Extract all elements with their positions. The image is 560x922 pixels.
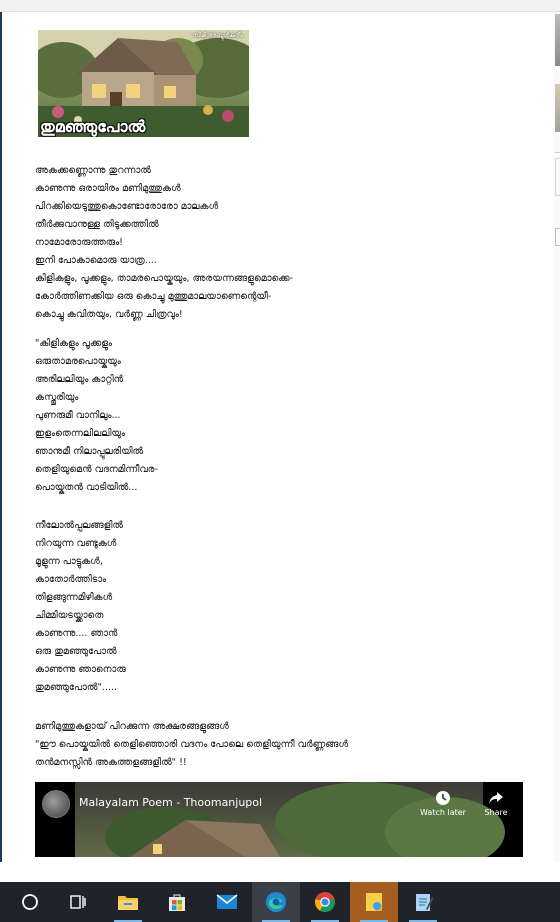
start-button[interactable] xyxy=(6,882,54,922)
poem-line: പിറക്കിയെടുത്തുകൊണ്ടോരോരോ മാലകൾ xyxy=(35,201,219,212)
task-view-button[interactable] xyxy=(54,882,102,922)
share-button[interactable] xyxy=(481,790,511,817)
hero-title: തുമഞ്ഞുപോൽ xyxy=(40,117,146,136)
sidebar-strip xyxy=(553,12,560,862)
poem-line: ഒരു തുമഞ്ഞുപോൽ xyxy=(35,646,117,657)
poem-line: കൊച്ചു കവിതയും, വർണ്ണ ചിത്രവും! xyxy=(35,309,183,320)
share-arrow-icon xyxy=(488,790,504,806)
poem-line: നിറയുന്ന വണ്ടുകൾ xyxy=(35,538,117,549)
edge-button[interactable] xyxy=(252,882,300,922)
poem-line: ഇളംതെന്നലിലലിയും xyxy=(35,428,126,439)
share-label: Share xyxy=(484,808,508,817)
sidebar-thumbnail[interactable] xyxy=(555,84,560,132)
poem-line: തീർക്കുവാനുള്ള തിടുക്കത്തിൽ xyxy=(35,219,159,230)
sidebar-thumbnail[interactable] xyxy=(555,14,560,66)
chrome-icon xyxy=(314,891,336,913)
poem-line: നീലോൽപ്പലങ്ങളിൽ xyxy=(35,520,124,531)
watch-later-button[interactable] xyxy=(418,790,468,817)
store-bag-icon xyxy=(167,892,187,912)
poem-line: ചിമ്മിയടയ്ക്കാതെ xyxy=(35,610,104,621)
poem-cover-image xyxy=(38,30,249,137)
poem-line: "കിളികളും പൂക്കളും xyxy=(35,338,113,349)
poem-line: തിളങ്ങുന്നമിഴികൾ xyxy=(35,592,113,603)
sidebar-divider xyxy=(555,152,560,153)
folder-icon xyxy=(117,892,139,912)
youtube-embed[interactable] xyxy=(35,782,523,857)
cortana-circle-icon xyxy=(21,893,39,911)
poem-line: നാമോരോരുത്തരും! xyxy=(35,237,123,248)
poem-line: കോർത്തിണക്കിയ ഒരു കൊച്ചു മുത്തുമാലയാണെന്റെയീ- xyxy=(35,291,272,302)
poem-line: തെളിയുമെൻ വദനമിന്നീവര- xyxy=(35,464,158,475)
clock-icon xyxy=(435,790,451,806)
sticky-notes-button[interactable] xyxy=(350,882,398,922)
sidebar-widget xyxy=(555,158,560,196)
poem-line: കാണുന്നു.... ഞാൻ xyxy=(35,628,118,639)
poem-line: പൊയ്കതൻ വാടിയിൽ... xyxy=(35,482,138,493)
edge-icon xyxy=(265,891,287,913)
notepad-button[interactable] xyxy=(399,882,447,922)
poem-line: മണിമുത്തുകളായ് പിറക്കുന്ന അക്ഷരങ്ങളുങ്ങൾ xyxy=(35,721,229,732)
poem-line: ഇനി പോകാമൊരു യാത്ര.... xyxy=(35,255,157,266)
channel-avatar[interactable] xyxy=(42,790,70,818)
mail-button[interactable] xyxy=(203,882,251,922)
file-explorer-button[interactable] xyxy=(104,882,152,922)
poem-line: തുമഞ്ഞുപോൽ"..... xyxy=(35,682,117,693)
notepad-icon xyxy=(412,891,434,913)
video-title[interactable]: Malayalam Poem - Thoomanjupol xyxy=(79,796,263,809)
task-view-icon xyxy=(69,893,87,911)
poem-line: കാണുന്നു ഞാനൊരു xyxy=(35,664,126,675)
poem-line: "ഈ പൊയ്കയിൽ തെളിഞ്ഞൊരി വദനം പോലെ തെളിയുന്നീ വർണ്ണങ്ങൾ xyxy=(35,739,349,750)
poem-line: ഞാനുമീ നിലാപ്പുലരിയിൽ xyxy=(35,446,144,457)
browser-top-bar xyxy=(0,0,560,12)
hero-author-text: സിമി അബ്ദുൾകരീം xyxy=(192,32,243,39)
chrome-button[interactable] xyxy=(301,882,349,922)
microsoft-store-button[interactable] xyxy=(153,882,201,922)
watch-later-label: Watch later xyxy=(420,808,466,817)
poem-line: കാണുന്നു ഒരായിരം മണിമുത്തുകൾ xyxy=(35,183,181,194)
poem-line: മൂളുന്ന പാട്ടുകൾ, xyxy=(35,556,103,567)
sidebar-input[interactable] xyxy=(555,228,560,246)
poem-line: തൻമനസ്സിൻ അകത്തളങ്ങളിൽ" !! xyxy=(35,757,187,768)
poem-line: കാതോർത്തിടാം xyxy=(35,574,107,585)
windows-taskbar xyxy=(0,882,560,922)
poem-line: അരിലലിയും കാറ്റിൻ xyxy=(35,374,124,385)
poem-line: കിളികളും, പൂക്കളും, താമരപൊയ്കയും, അരയന്നങ്ങളുമൊക്കെ- xyxy=(35,273,294,284)
sticky-notes-icon xyxy=(363,891,385,913)
poem-line: അകക്കണ്ണൊന്നു തുറന്നാൽ xyxy=(35,165,151,176)
poem-line: കസ്തൂരിയും xyxy=(35,392,79,403)
poem-line: പുണരുമീ വാനിലും... xyxy=(35,410,121,421)
content-left-border xyxy=(0,12,2,862)
mail-icon xyxy=(216,893,238,911)
poem-line: ഒരുതാമരപൊയ്കയും xyxy=(35,356,121,367)
